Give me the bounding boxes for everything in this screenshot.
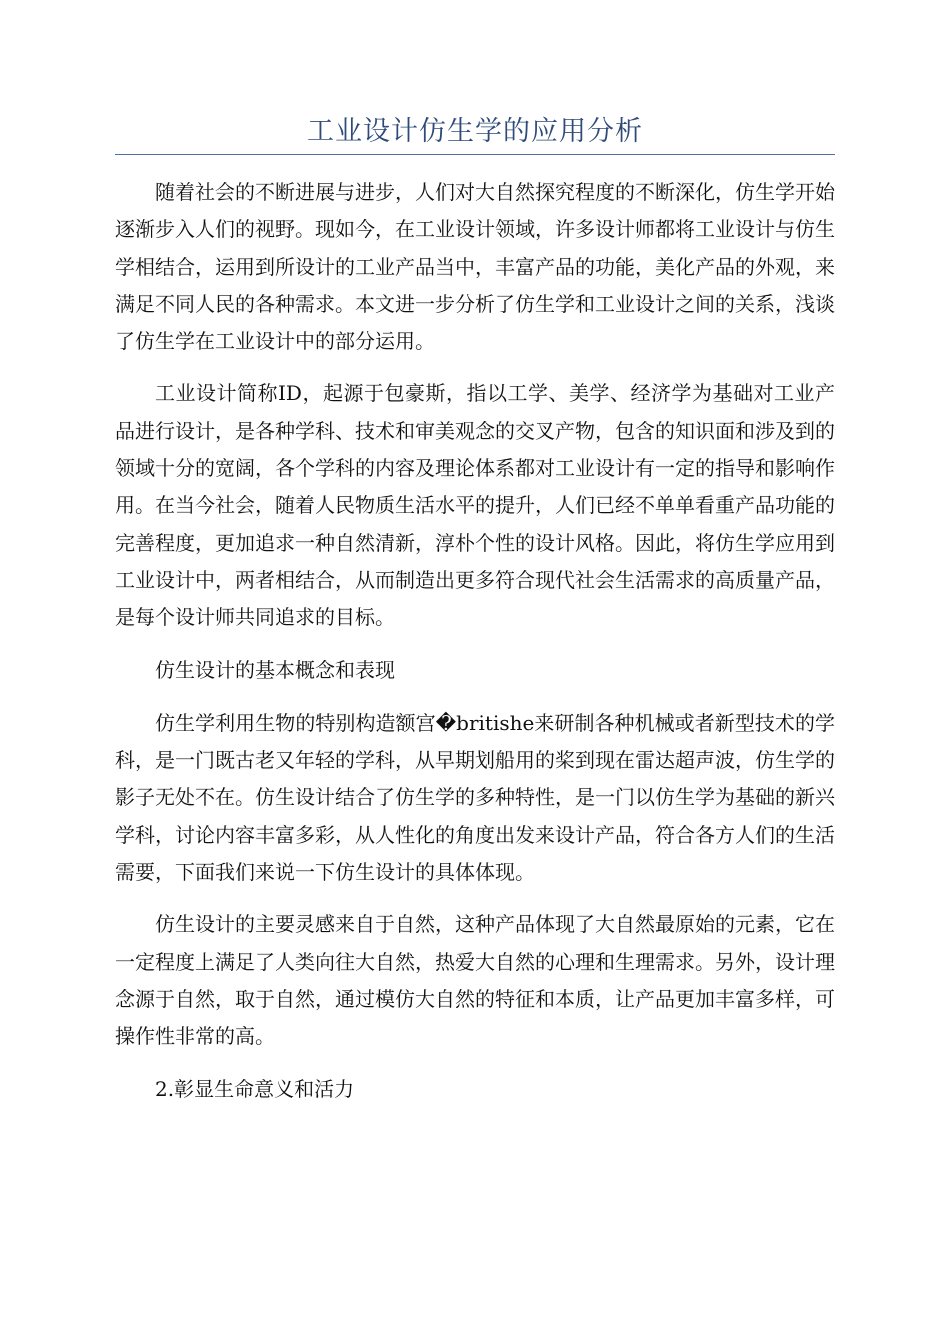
paragraph-industrial-design: 工业设计简称ID，起源于包豪斯，指以工学、美学、经济学为基础对工业产品进行设计，是各种学科、技术和审美观念的交叉产物，包含的知识面和涉及到的领域十分的宽阔，各个学科的内容及理论体系都对工业设计有一定的指导和影响作用。在当今社会，随着人民物质生活水平的提升，人们已经不单单看重产品功能的完善程度，更加追求一种自然清新，淳朴个性的设计风格。因此，将仿生学应用到工业设计中，两者相结合，从而制造出更多符合现代社会生活需求的高质量产品，是每个设计师共同追求的目标。 [115,381,835,630]
document-title: 工业设计仿生学的应用分析 [307,116,643,147]
section-heading-life-vitality: 2.彰显生命意义和活力 [155,1076,355,1101]
section-heading-basic-concepts: 仿生设计的基本概念和表现 [155,657,395,682]
paragraph-inspiration-nature: 仿生设计的主要灵感来自于自然，这种产品体现了大自然最原始的元素，它在一定程度上满足了人类向往大自然，热爱大自然的心理和生理需求。另外，设计理念源于自然，取于自然，通过模仿大自然的特征和本质，让产品更加丰富多样，可操作性非常的高。 [115,912,835,1049]
paragraph-intro: 随着社会的不断进展与进步，人们对大自然探究程度的不断深化，仿生学开始逐渐步入人们的视野。现如今，在工业设计领域，许多设计师都将工业设计与仿生学相结合，运用到所设计的工业产品当中，丰富产品的功能，美化产品的外观，来满足不同人民的各种需求。本文进一步分析了仿生学和工业设计之间的关系，浅谈了仿生学在工业设计中的部分运用。 [115,180,835,354]
title-underline [115,154,835,155]
document-body [115,174,835,1124]
paragraph-bionics-definition: 仿生学利用生物的特别构造额宫�britishe来研制各种机械或者新型技术的学科，是一门既古老又年轻的学科，从早期划船用的桨到现在雷达超声波，仿生学的影子无处不在。仿生设计结合了仿生学的多种特性，是一门以仿生学为基础的新兴学科，讨论内容丰富多彩，从人性化的角度出发来设计产品，符合各方人们的生活需要，下面我们来说一下仿生设计的具体体现。 [115,710,835,885]
